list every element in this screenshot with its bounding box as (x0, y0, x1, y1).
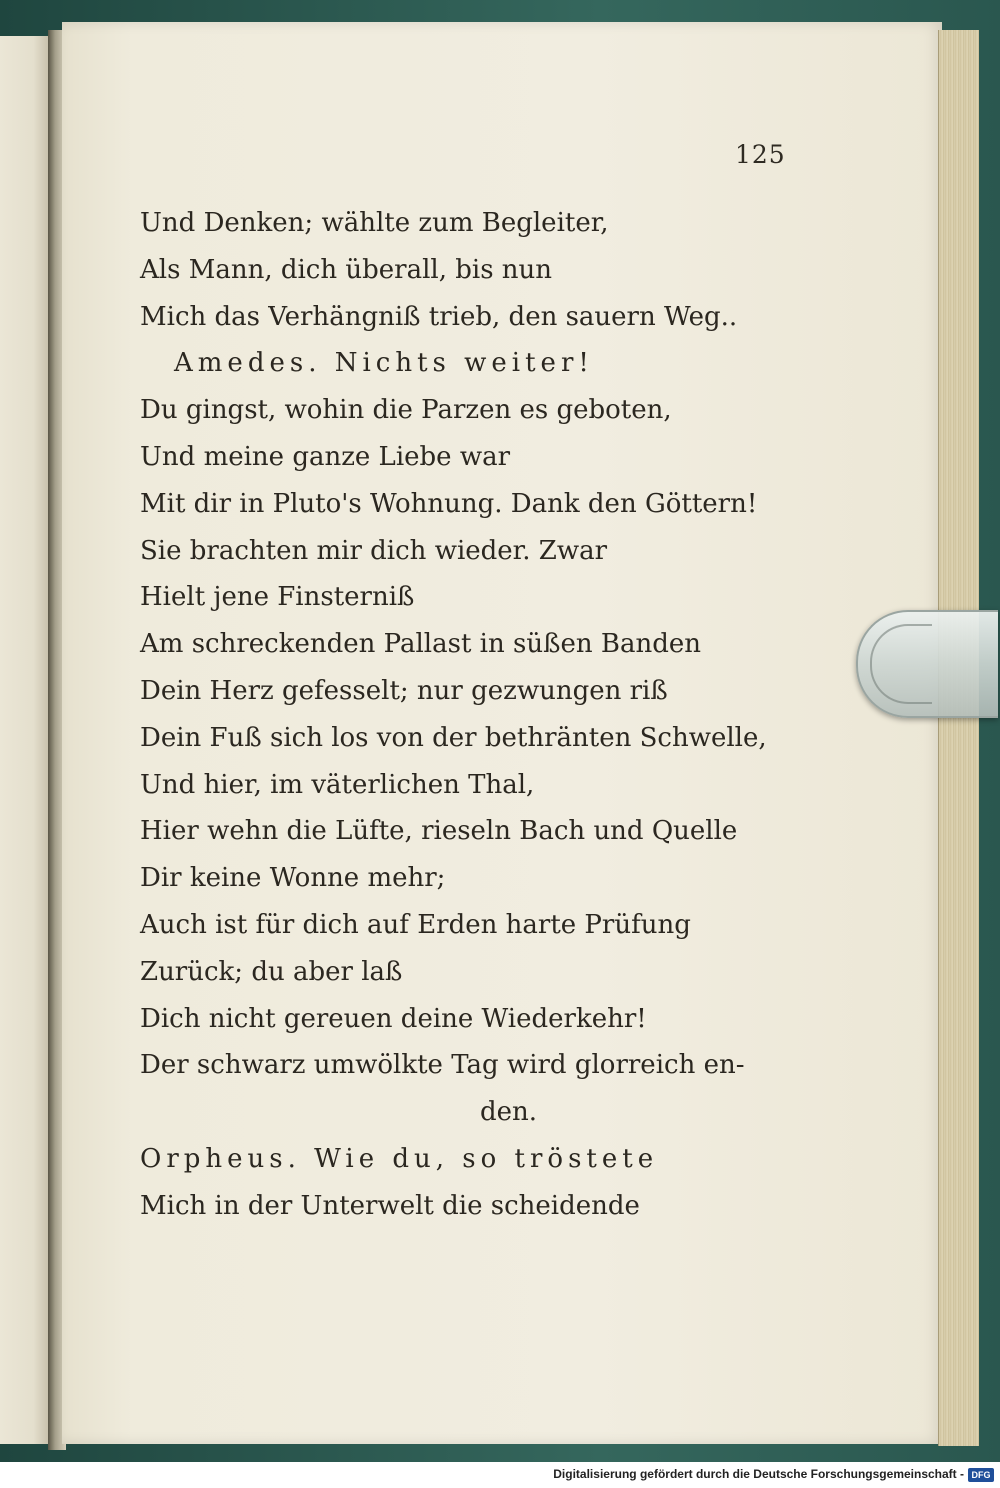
text-line: Hielt jene Finsterniß (140, 582, 415, 613)
text-line: Dein Herz gefesselt; nur gezwungen riß (140, 675, 668, 706)
text-line: Und hier, im väterlichen Thal, (140, 769, 535, 800)
text-line: Hier wehn die Lüfte, rieseln Bach und Quelle (140, 816, 738, 847)
text-line: Und meine ganze Liebe war (140, 441, 511, 472)
footer-bar (0, 1462, 1000, 1488)
page-stack-edge (938, 30, 979, 1446)
text-line: Mich das Verhängniß trieb, den sauern Weg.. (140, 301, 738, 332)
text-line: Dich nicht gereuen deine Wiederkehr! (140, 1003, 647, 1034)
glass-bookmark (856, 610, 998, 718)
poem-text (140, 200, 800, 1230)
text-line: Der schwarz umwölkte Tag wird glorreich en- (140, 1050, 745, 1081)
speaker-line: Amedes. Nichts weiter! (174, 348, 594, 379)
text-line: Zurück; du aber laß (140, 956, 403, 987)
text-line: Auch ist für dich auf Erden harte Prüfung (140, 909, 691, 940)
page-number: 125 (735, 140, 786, 169)
text-line: Am schreckenden Pallast in süßen Banden (140, 629, 701, 660)
dfg-logo-icon: DFG (968, 1468, 994, 1482)
text-line: Sie brachten mir dich wieder. Zwar (140, 535, 608, 566)
text-line: Dein Fuß sich los von der bethränten Schwelle, (140, 722, 767, 753)
bookmark-highlight (870, 624, 932, 704)
text-line: Mich in der Unterwelt die scheidende (140, 1190, 640, 1221)
left-page-edge (0, 36, 50, 1444)
speaker-line: Orpheus. Wie du, so tröstete (140, 1143, 659, 1174)
text-line: Und Denken; wählte zum Begleiter, (140, 208, 609, 238)
text-line-continuation: den. (480, 1097, 538, 1128)
text-line: Als Mann, dich überall, bis nun (140, 254, 553, 285)
footer-credit: Digitalisierung gefördert durch die Deutsche Forschungsgemeinschaft - (553, 1467, 964, 1481)
text-line: Dir keine Wonne mehr; (140, 863, 446, 894)
text-line: Du gingst, wohin die Parzen es geboten, (140, 395, 672, 426)
text-line: Mit dir in Pluto's Wohnung. Dank den Göttern! (140, 488, 758, 519)
